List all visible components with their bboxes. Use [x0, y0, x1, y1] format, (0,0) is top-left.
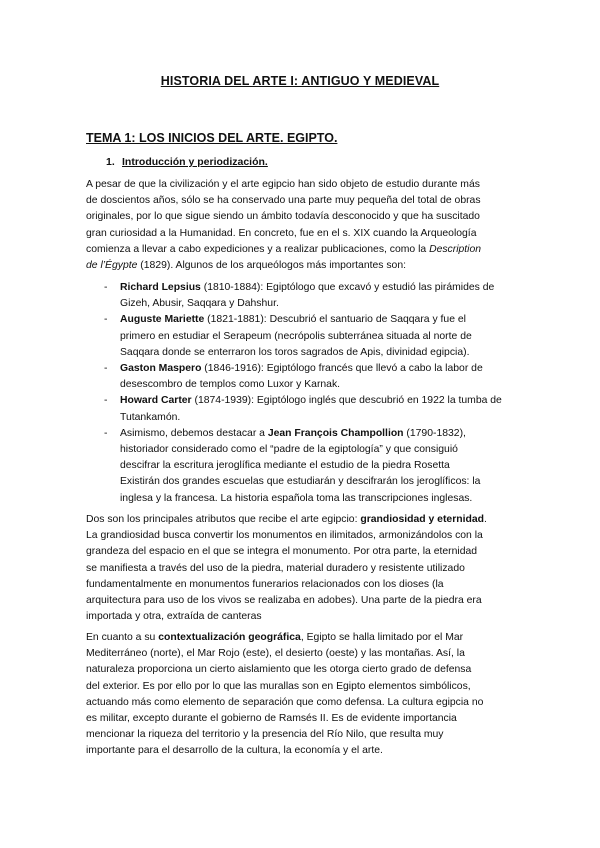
- section-number: 1.: [106, 156, 115, 168]
- text-run: comienza a llevar a cabo expediciones y a realizar publicaciones, como la: [86, 243, 427, 255]
- text-run: Asimismo, debemos destacar a: [120, 427, 268, 439]
- text-run: (1790-1832),: [403, 427, 466, 439]
- text-line: actuando más como elemento de separación que como defensa. La cultura egipcia no: [86, 696, 484, 708]
- list-item: [86, 280, 526, 312]
- text-line: [120, 393, 526, 409]
- text-line: descifrar la escritura jeroglífica mediante el estudio de la piedra Rosetta: [120, 460, 450, 472]
- bold-term: contextualización geográfica: [158, 632, 301, 643]
- person-name: Auguste Mariette: [120, 314, 205, 326]
- text-line: Tutankamón.: [120, 411, 181, 423]
- bold-term: y: [425, 514, 438, 525]
- list-dash: -: [104, 363, 108, 375]
- text-line: inglesa y la francesa. La historia española toma las transcripciones inglesas.: [120, 492, 473, 504]
- text-run: (1874-1939): Egiptólogo inglés que descubrió en 1922 la tumba de: [191, 395, 502, 407]
- text-line: La grandiosidad busca convertir los monumentos en ilimitados, armonizándolos con la: [86, 530, 483, 542]
- text-run: (1821-1881): Descubrió el santuario de Saqqara y fue el: [204, 314, 466, 326]
- text-line: [120, 280, 526, 296]
- bold-term: eternidad: [437, 514, 484, 525]
- list-dash: -: [104, 314, 108, 326]
- text-line: [120, 426, 526, 442]
- list-item: [86, 361, 526, 393]
- text-run: En cuanto a su: [86, 632, 159, 643]
- geography-paragraph: [86, 630, 516, 760]
- attributes-paragraph: [86, 512, 516, 625]
- text-line: naturaleza proporciona un cierto aislamiento que les otorga cierto grado de defensa: [86, 664, 472, 676]
- text-line: [86, 630, 516, 646]
- text-line: fundamentalmente en monumentos funerarios relacionados con los dioses (la: [86, 578, 444, 590]
- text-line: importada y otra, extraída de canteras: [86, 611, 262, 623]
- text-line: [120, 312, 526, 328]
- text-run: , Egipto se halla limitado por el Mar: [300, 632, 464, 643]
- text-line: primero en estudiar el Serapeum (necrópolis subterránea situada al norte de: [120, 330, 472, 342]
- person-name: Howard Carter: [120, 395, 192, 407]
- list-item: [86, 312, 526, 361]
- text-run: Dos son los principales atributos que recibe el arte egipcio:: [86, 514, 361, 525]
- text-run: (1829). Algunos de los arqueólogos más importantes son:: [137, 260, 407, 272]
- text-run: .: [483, 514, 487, 525]
- section-heading: [106, 156, 268, 168]
- text-line: Saqqara donde se enterraron los toros sagrados de Apis, divinidad egipcia).: [120, 346, 470, 358]
- text-line: es militar, excepto durante el gobierno de Ramsés II. Es de evidente importancia: [86, 713, 457, 725]
- archaeologist-list: [86, 280, 526, 507]
- person-name: Gaston Maspero: [120, 363, 202, 375]
- text-line: Mediterráneo (norte), el Mar Rojo (este), el desierto (oeste) y las montañas. Así, la: [86, 648, 465, 660]
- text-run: (1810-1884): Egiptólogo que excavó y estudió las pirámides de: [200, 282, 495, 293]
- text-line: mencionar la riqueza del territorio y la presencia del Río Nilo, que resulta muy: [86, 729, 444, 741]
- book-title-italic: de l’Égypte: [86, 260, 138, 272]
- text-line: [86, 242, 516, 258]
- person-name: Richard Lepsius: [120, 282, 201, 293]
- text-line: historiador considerado como el “padre de la egiptología” y que consiguió: [120, 444, 458, 456]
- text-line: gran curiosidad a la Humanidad. En concreto, fue en el s. XIX cuando la Arqueología: [86, 227, 477, 239]
- text-line: originales, por lo que sigue siendo un ámbito todavía desconocido y que ha suscitado: [86, 211, 480, 223]
- text-line: desescombro de templos como Luxor y Karnak.: [120, 379, 341, 391]
- chapter-heading: TEMA 1: LOS INICIOS DEL ARTE. EGIPTO.: [86, 131, 338, 145]
- book-title-italic: Description: [429, 243, 482, 255]
- list-item: [86, 426, 526, 507]
- text-line: del exterior. Es por ello por lo que las murallas son en Egipto elementos simbólicos,: [86, 680, 471, 692]
- text-line: arquitectura para uso de los vivos se realizaba en adobes). Una parte de la piedra era: [86, 595, 482, 607]
- section-label: Introducción y periodización.: [122, 156, 268, 168]
- document-title: HISTORIA DEL ARTE I: ANTIGUO Y MEDIEVAL: [160, 74, 440, 88]
- list-item: [86, 393, 526, 425]
- text-line: [120, 361, 526, 377]
- text-line: Existirán dos grandes escuelas que estudiarán y descifrarán los jeroglíficos: la: [120, 476, 481, 488]
- text-line: se manifiesta a través del uso de la piedra, material duradero y resistente utilizado: [86, 562, 465, 574]
- bold-term: grandiosidad: [360, 514, 426, 525]
- text-line: importante para el desarrollo de la cultura, la economía y el arte.: [86, 745, 383, 757]
- list-dash: -: [104, 395, 108, 407]
- text-line: [86, 512, 516, 528]
- intro-paragraph: [86, 177, 516, 274]
- person-name: Jean François Champollion: [267, 427, 404, 439]
- text-run: (1846-1916): Egiptólogo francés que llevó a cabo la labor de: [201, 363, 483, 375]
- list-dash: -: [104, 427, 108, 439]
- text-line: Gizeh, Abusir, Saqqara y Dahshur.: [120, 298, 279, 310]
- list-dash: -: [104, 282, 108, 293]
- text-line: de doscientos años, sólo se ha conservado una parte muy pequeña del total de obras: [86, 195, 481, 207]
- text-line: grandeza del espacio en el que se integra el monumento. Por otra parte, la eternidad: [86, 546, 478, 558]
- text-line: [86, 258, 516, 274]
- text-line: A pesar de que la civilización y el arte egipcio han sido objeto de estudio durante más: [86, 179, 480, 190]
